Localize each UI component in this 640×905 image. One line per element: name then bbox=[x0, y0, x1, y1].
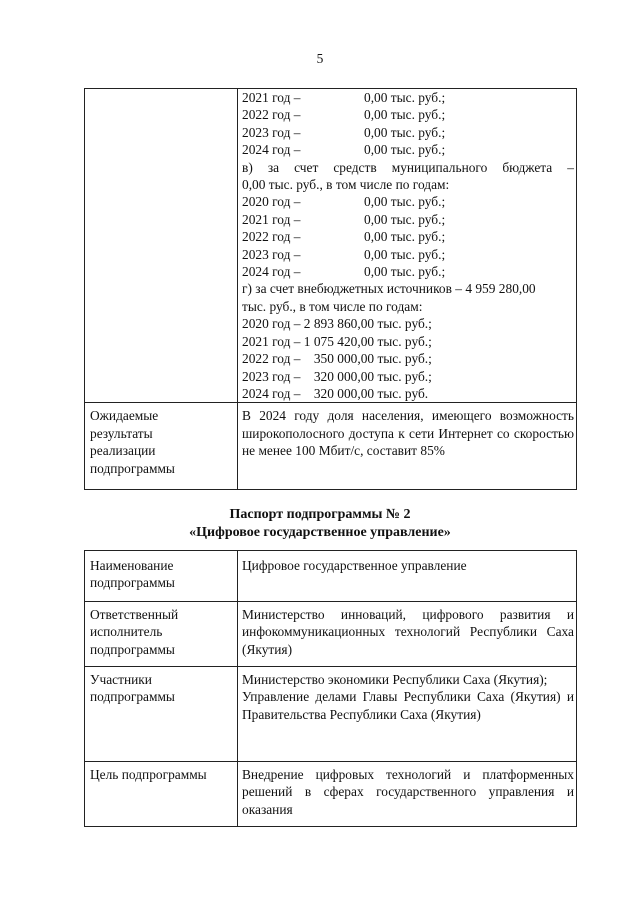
list-item bbox=[242, 106, 574, 123]
amount-value: 0,00 тыс. руб.; bbox=[364, 194, 446, 210]
table-row bbox=[85, 551, 577, 602]
list-item bbox=[242, 246, 574, 263]
subprogram-heading-name: «Цифровое государственное управление» bbox=[189, 525, 451, 540]
list-item: 2020 год – 2 893 860,00 тыс. руб.; bbox=[242, 316, 432, 332]
amount-value: 0,00 тыс. руб.; bbox=[364, 90, 446, 105]
year-label: 2024 год – bbox=[242, 142, 301, 158]
year-label: 2021 год – bbox=[242, 211, 301, 227]
responsible-executor-text: Министерство инноваций, цифрового развития и инфокоммуникационных технологий Республики Саха (Якутия) bbox=[242, 607, 574, 657]
list-item: 2021 год – 1 075 420,00 тыс. руб.; bbox=[242, 333, 432, 349]
extrabudget-list bbox=[242, 315, 574, 402]
table-row bbox=[85, 89, 577, 403]
financing-list bbox=[242, 89, 574, 159]
results-text: В 2024 году доля населения, имеющего возможность широкополосного доступа к сети Интернет со скоростью не менее 100 Мбит/с, составит 85% bbox=[242, 408, 574, 459]
list-item bbox=[242, 89, 574, 106]
value-cell bbox=[238, 667, 577, 762]
list-item bbox=[242, 263, 574, 280]
label-cell: Наименование подпрограммы bbox=[85, 551, 238, 602]
year-label: 2024 год – bbox=[242, 264, 301, 280]
list-item: 2022 год – 350 000,00 тыс. руб.; bbox=[242, 351, 432, 367]
list-item bbox=[242, 228, 574, 245]
label-cell-empty bbox=[85, 89, 238, 403]
year-label: 2022 год – bbox=[242, 229, 301, 245]
label-line: результаты bbox=[90, 425, 153, 441]
table-row bbox=[85, 602, 577, 667]
results-label bbox=[90, 407, 235, 477]
label-line: подпрограммы bbox=[90, 460, 175, 476]
amount-value: 0,00 тыс. руб.; bbox=[364, 142, 446, 158]
extrabudget-intro-total: тыс. руб., в том числе по годам: bbox=[242, 298, 423, 314]
year-label: 2022 год – bbox=[242, 107, 301, 123]
amount-value: 0,00 тыс. руб.; bbox=[364, 246, 446, 262]
amount-value: 0,00 тыс. руб.; bbox=[364, 229, 446, 245]
results-value-cell bbox=[238, 403, 577, 490]
value-cell bbox=[238, 762, 577, 827]
participant-1: Министерство экономики Республики Саха (Якутия); bbox=[242, 672, 548, 687]
year-label: 2021 год – bbox=[242, 90, 301, 105]
page-number: 5 bbox=[316, 51, 324, 66]
municipal-intro: в) за счет средств муниципального бюджета – bbox=[242, 159, 574, 175]
list-item bbox=[242, 211, 574, 228]
municipal-list bbox=[242, 193, 574, 280]
amount-value: 0,00 тыс. руб.; bbox=[364, 107, 446, 123]
label-cell: Участники подпрограммы bbox=[85, 667, 238, 762]
year-label: 2023 год – bbox=[242, 246, 301, 262]
financing-cell bbox=[238, 89, 577, 403]
label-line: Ожидаемые bbox=[90, 408, 159, 424]
label-cell: Цель подпрограммы bbox=[85, 762, 238, 827]
value-cell bbox=[238, 602, 577, 667]
table-row bbox=[85, 403, 577, 490]
table-row bbox=[85, 762, 577, 827]
label-line: реализации bbox=[90, 443, 156, 459]
subprogram-heading-title: Паспорт подпрограммы № 2 bbox=[229, 507, 411, 522]
list-item bbox=[242, 141, 574, 158]
results-label-cell bbox=[85, 403, 238, 490]
label-cell: Ответственный исполнитель подпрограммы bbox=[85, 602, 238, 667]
list-item bbox=[242, 124, 574, 141]
list-item bbox=[242, 193, 574, 210]
passport-table-subprogram-2 bbox=[84, 550, 577, 827]
goal-text: Внедрение цифровых технологий и платформенных решений в сферах государственного управления и оказания bbox=[242, 767, 574, 817]
passport-table-continuation bbox=[84, 88, 577, 490]
municipal-intro-total: 0,00 тыс. руб., в том числе по годам: bbox=[242, 177, 450, 193]
extrabudget-intro: г) за счет внебюджетных источников – 4 959 280,00 bbox=[242, 281, 536, 297]
list-item: 2023 год – 320 000,00 тыс. руб.; bbox=[242, 368, 432, 384]
amount-value: 0,00 тыс. руб.; bbox=[364, 124, 446, 140]
amount-value: 0,00 тыс. руб.; bbox=[364, 211, 446, 227]
list-item: 2024 год – 320 000,00 тыс. руб. bbox=[242, 385, 429, 401]
year-label: 2020 год – bbox=[242, 194, 301, 210]
value-cell: Цифровое государственное управление bbox=[238, 551, 577, 602]
year-label: 2023 год – bbox=[242, 124, 301, 140]
table-row bbox=[85, 667, 577, 762]
amount-value: 0,00 тыс. руб.; bbox=[364, 264, 446, 280]
participant-2: Управление делами Главы Республики Саха (Якутия) и Правительства Республики Саха (Якутия) bbox=[242, 689, 574, 722]
